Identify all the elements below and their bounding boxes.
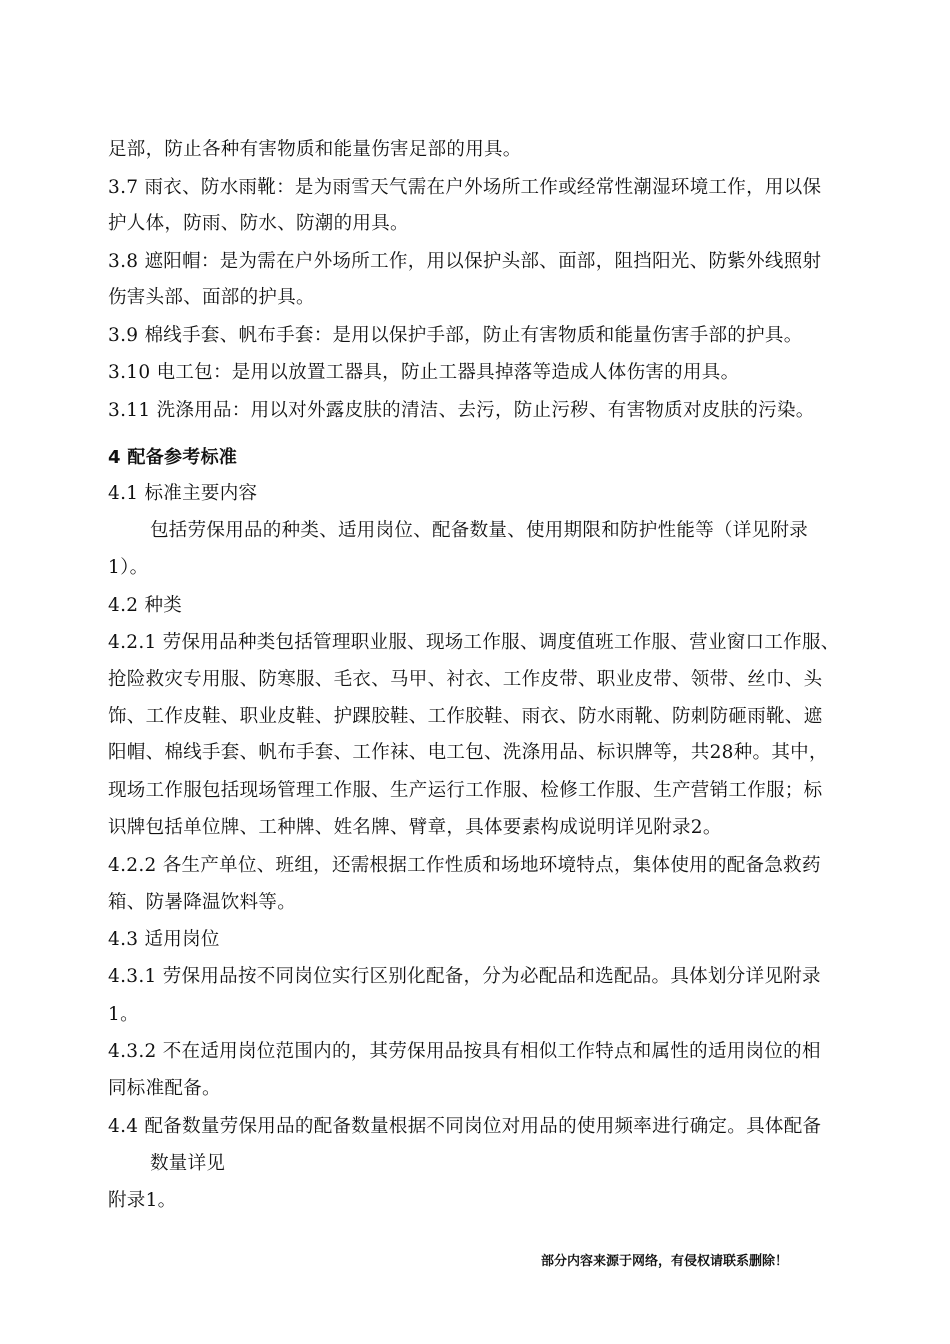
text-line: 护人体，防雨、防水、防潮的用具。: [108, 213, 409, 234]
text-line: 识牌包括单位牌、工种牌、姓名牌、臂章，具体要素构成说明详见附录2。: [108, 817, 722, 838]
text-line: 包括劳保用品的种类、适用岗位、配备数量、使用期限和防护性能等（详见附录: [150, 520, 809, 541]
text-line: 1。: [108, 1004, 139, 1025]
text-line: 3.10 电工包：是用以放置工器具，防止工器具掉落等造成人体伤害的用具。: [108, 362, 740, 383]
text-line: 伤害头部、面部的护具。: [108, 287, 315, 308]
text-line: 阳帽、棉线手套、帆布手套、工作袜、电工包、洗涤用品、标识牌等，共28种。其中，: [108, 742, 828, 763]
text-line: 饰、工作皮鞋、职业皮鞋、护踝胶鞋、工作胶鞋、雨衣、防水雨靴、防刺防砸雨靴、遮: [108, 706, 823, 727]
text-line: 同标准配备。: [108, 1078, 221, 1099]
text-line: 箱、防暑降温饮料等。: [108, 892, 297, 913]
text-line: 足部，防止各种有害物质和能量伤害足部的用具。: [108, 139, 522, 160]
text-line: 3.8 遮阳帽：是为需在户外场所工作，用以保护头部、面部，阻挡阳光、防紫外线照射: [108, 251, 822, 272]
text-line: 1）。: [108, 557, 149, 578]
text-line: 4.3.1 劳保用品按不同岗位实行区别化配备，分为必配品和选配品。具体划分详见附录: [108, 966, 821, 987]
text-line: 抢险救灾专用服、防寒服、毛衣、马甲、衬衣、工作皮带、职业皮带、领带、丝巾、头: [108, 669, 823, 690]
text-line: 4.1 标准主要内容: [108, 483, 258, 504]
text-line: 4.2 种类: [108, 595, 183, 616]
text-line: 4.3.2 不在适用岗位范围内的，其劳保用品按具有相似工作特点和属性的适用岗位的相: [108, 1041, 821, 1062]
text-line: 4.4 配备数量劳保用品的配备数量根据不同岗位对用品的使用频率进行确定。具体配备: [108, 1116, 822, 1137]
footer-note: 部分内容来源于网络，有侵权请联系删除！: [541, 1254, 789, 1269]
text-line: 4.2.2 各生产单位、班组，还需根据工作性质和场地环境特点，集体使用的配备急救药: [108, 855, 821, 876]
text-line: 4.2.1 劳保用品种类包括管理职业服、现场工作服、调度值班工作服、营业窗口工作服、: [108, 632, 840, 653]
text-line: 附录1。: [108, 1190, 177, 1211]
text-line: 数量详见: [150, 1153, 226, 1174]
text-line: 3.11 洗涤用品：用以对外露皮肤的清洁、去污，防止污秽、有害物质对皮肤的污染。: [108, 400, 815, 421]
text-line: 4.3 适用岗位: [108, 929, 220, 950]
text-line: 3.7 雨衣、防水雨靴：是为雨雪天气需在户外场所工作或经常性潮湿环境工作，用以保: [108, 177, 822, 198]
text-line: 现场工作服包括现场管理工作服、生产运行工作服、检修工作服、生产营销工作服；标: [108, 780, 823, 801]
text-line: 3.9 棉线手套、帆布手套：是用以保护手部，防止有害物质和能量伤害手部的护具。: [108, 325, 803, 346]
section-heading: 4 配备参考标准: [108, 447, 238, 468]
